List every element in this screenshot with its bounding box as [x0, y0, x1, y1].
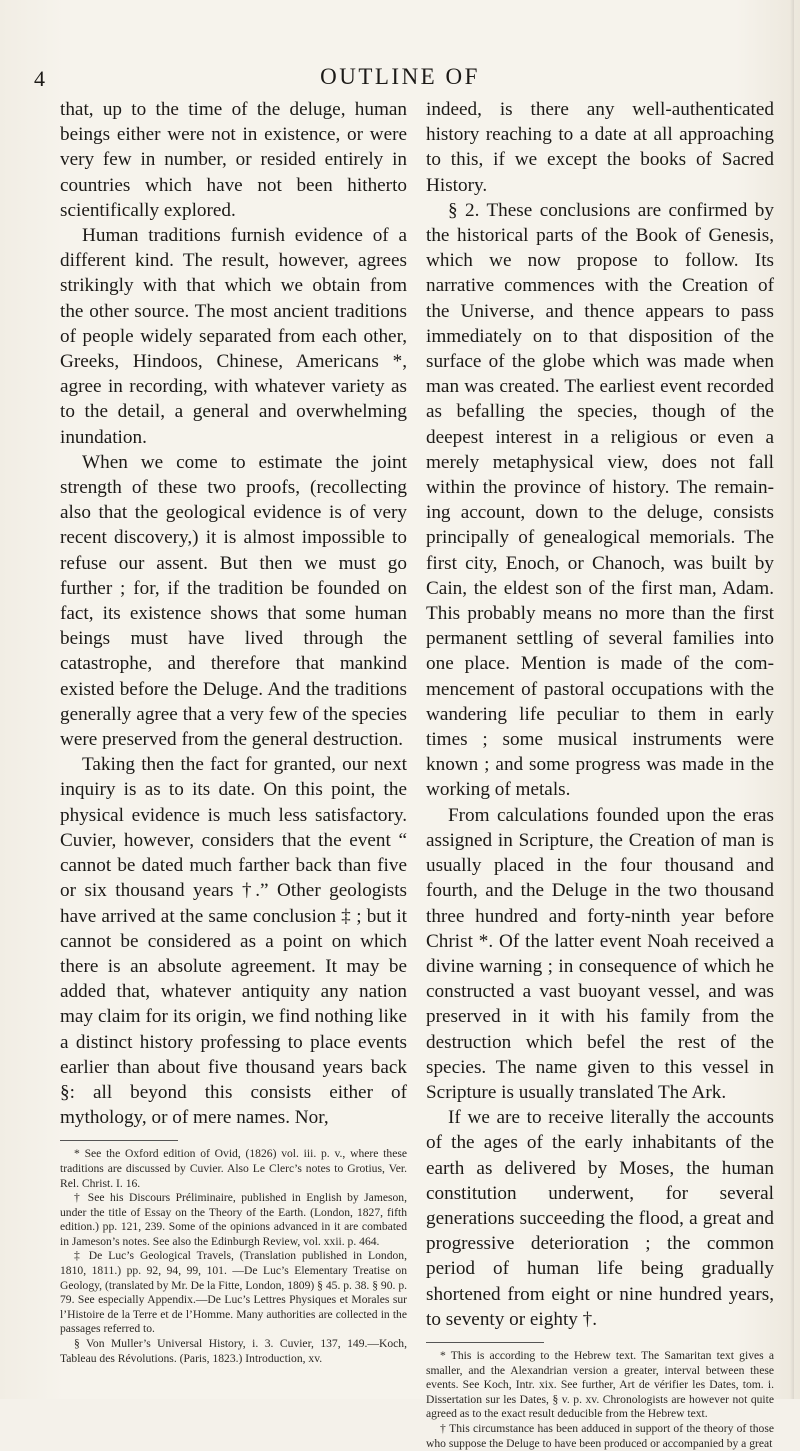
paragraph: If we are to receive literally the accounts of the ages of the early inhabitants of the earth as delivered by Moses, the human constitution underwent, for several generations succeeding the flood, a great and progressive deterioration ; the common period of human life being gradually shortened from eight or nine hundred years, to seventy or eighty †. — [426, 1107, 774, 1330]
paragraph: indeed, is there any well-authenticated history reaching to a date at all approaching to this, if we except the books of Sacred History. — [426, 99, 774, 196]
paragraph: § 2. These conclusions are confirmed by the historical parts of the Book of Genesis, which we now propose to follow. Its narrative commences with the Creation of the Universe, and thence appears to pass immediately on to that disposition of the surface of the globe which was made when man was created. The earliest event recorded as befalling the species, though of the deepest interest in a religious or even a merely metaphysical view, does not fall within the province of history. The remaining account, down to the deluge, consists principally of genealogical memorials. The first city, Enoch, or Chanoch, was built by Cain, the eldest son of the first man, Adam. This probably means no more than the first permanent settling of several families into one place. Mention is made of the commencement of pastoral occupations with the wandering life peculiar to them in early times ; some musical instruments were known ; and some progress was made in the working of metals. — [426, 199, 774, 801]
left-body-text — [60, 97, 407, 1130]
paragraph: Taking then the fact for granted, our next inquiry is as to its date. On this point, the physical evidence is much less satisfactory. Cuvier, however, considers that the event “ cannot be dated much farther back than five or six thousand years †.” Other geologists have arrived at the same conclusion ‡ ; but it cannot be considered as a point on which there is an absolute agreement. It may be added that, whatever antiquity any nation may claim for its origin, we find nothing like a distinct history professing to place events earlier than about five thousand years back §: all beyond this consists either of mythology, or of mere names. Nor, — [60, 754, 407, 1129]
footnote: § Von Muller’s Universal History, i. 3. Cuvier, 137, 149.—Koch, Tableau des Révolutions. (Paris, 1823.) Introduction, xv. — [60, 1337, 407, 1365]
footnote: † See his Discours Préliminaire, published in English by Jameson, under the title of Essay on the Theory of the Earth. (London, 1827, fifth edition.) pp. 121, 239. Some of the opinions advanced in it are combated in Jameson’s notes. See also the Edinburgh Review, vol. xxii. p. 464. — [60, 1191, 407, 1248]
left-column — [60, 97, 407, 1366]
paragraph: From calculations founded upon the eras assigned in Scripture, the Creation of man is usually placed in the four thousand and fourth, and the Deluge in the two thousand three hundred and forty-ninth year before Christ *. Of the latter event Noah received a divine warning ; in consequence of which he constructed a vast buoyant vessel, and was preserved in it with his family from the destruction which befel the rest of the species. The name given to this vessel in Scripture is usually translated The Ark. — [426, 804, 774, 1103]
right-column — [426, 97, 774, 1451]
footnote-rule — [426, 1342, 544, 1343]
paragraph: Human traditions furnish evidence of a different kind. The result, however, agrees strikingly with that which we obtain from the other source. The most ancient traditions of people widely separated from each other, Greeks, Hindoos, Chinese, Americans *, agree in recording, with whatever variety as to the detail, a general and overwhelming inundation. — [60, 225, 407, 448]
footnote: * See the Oxford edition of Ovid, (1826) vol. iii. p. v., where these traditions are discussed by Cuvier. Also Le Clerc’s notes to Grotius, Ver. Rel. Christ. I. 16. — [60, 1147, 407, 1190]
page-number: 4 — [34, 66, 45, 91]
paragraph: When we come to estimate the joint strength of these two proofs, (recollecting also that the geological evidence is of very recent discovery,) it is almost impossible to refuse our assent. But then we must go further ; for, if the tradition be founded on fact, its existence shows that some human beings must have lived through the catastrophe, and therefore that mankind existed before the Deluge. And the traditions generally agree that a very few of the species were preserved from the general destruction. — [60, 451, 407, 751]
footnote-rule — [60, 1140, 178, 1141]
footnote: * This is according to the Hebrew text. The Samaritan text gives a smaller, and the Alexandrian version a greater, interval between these events. See Koch, Intr. xix. See further, Art de vérifier les Dates, tom. i. Dissertation sur les Dates, § v. p. xv. Chronologists are however not quite agreed as to the exact result deducible from the Hebrew text. — [426, 1348, 774, 1421]
right-body-text — [426, 97, 774, 1332]
paragraph: that, up to the time of the deluge, human beings either were not in existence, or were very few in number, or resided entirely in countries which have not been hitherto scientifically explored. — [60, 99, 407, 221]
running-title: OUTLINE OF — [320, 64, 480, 89]
right-footnotes — [426, 1349, 774, 1451]
page-edge-shadow — [790, 0, 794, 1399]
footnote: ‡ De Luc’s Geological Travels, (Translation published in London, 1810, 1811.) pp. 92, 94, 99, 101. —De Luc’s Elementary Treatise on Geology, (translated by Mr. De la Fitte, London, 1809) § 45. p. 38. § 90. p. 79. See especially Appendix.—De Luc’s Lettres Physiques et Morales sur l’Histoire de la Terre et de l’Homme. Many authorities are collected in the passages referred to. — [60, 1249, 408, 1336]
left-footnotes — [60, 1147, 407, 1366]
footnote: † This circumstance has been adduced in support of the theory of those who suppose the Deluge to have been produced or accompanied by a great — [426, 1421, 774, 1450]
